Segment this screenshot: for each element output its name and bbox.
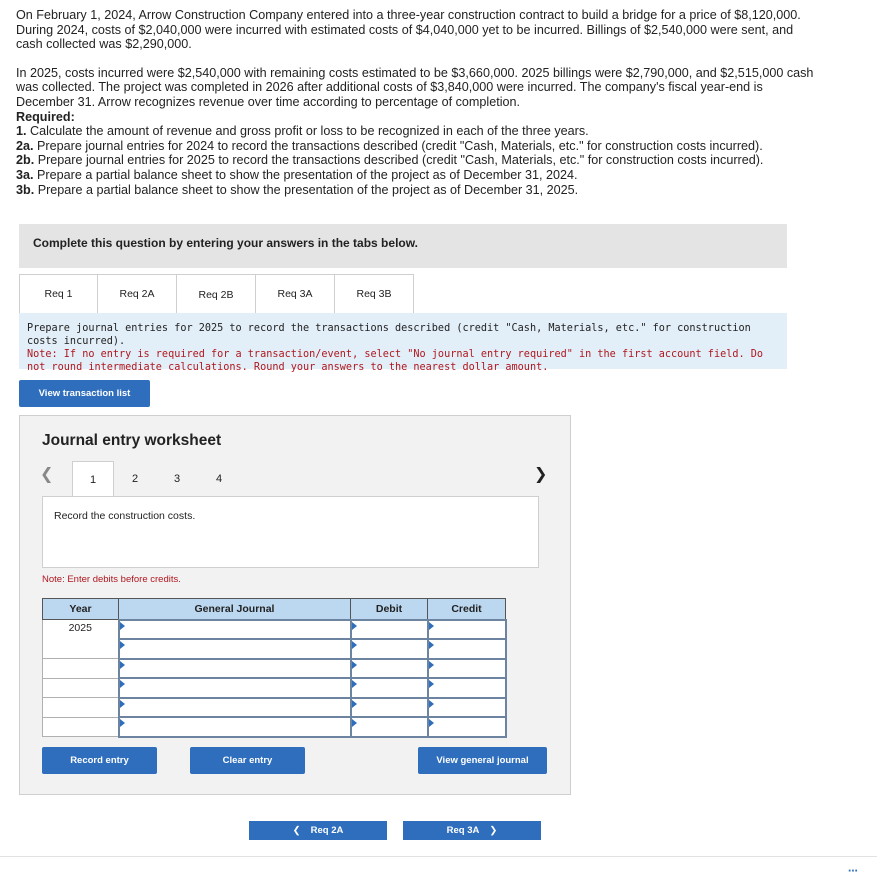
next-req-button[interactable] (403, 821, 541, 840)
worksheet-pager (72, 461, 240, 497)
problem-paragraph-2: In 2025, costs incurred were $2,540,000 with remaining costs estimated to be $3,660,000. 2025 billings were $2,790,000, and $2,515,000 cash was collected. The project was completed in 2026 after additional costs of $3,840,000 were incurred. The company's fiscal year-end is December 31. Arrow recognizes revenue over time according to percentage of completion. (16, 65, 814, 109)
debit-input[interactable] (351, 659, 428, 679)
table-row (43, 659, 506, 679)
record-entry-button[interactable]: Record entry (42, 747, 157, 774)
account-input[interactable] (119, 639, 351, 659)
tab-req-2a[interactable]: Req 2A (98, 274, 177, 314)
caret-right-icon (429, 680, 434, 688)
caret-right-icon (352, 661, 357, 669)
required-label: Required: (16, 109, 75, 124)
caret-right-icon (120, 700, 125, 708)
requirement-3b: 3b. Prepare a partial balance sheet to show the presentation of the project as of December 31, 2025. (16, 182, 579, 197)
view-general-journal-button[interactable]: View general journal (418, 747, 547, 774)
requirement-3a: 3a. Prepare a partial balance sheet to show the presentation of the project as of December 31, 2024. (16, 167, 578, 182)
caret-right-icon (120, 622, 125, 630)
credit-input[interactable] (428, 620, 506, 640)
tab-req-2b[interactable]: Req 2B (177, 274, 256, 315)
table-row (43, 717, 506, 737)
chevron-left-icon: ❮ (292, 825, 301, 836)
credit-input[interactable] (428, 639, 506, 659)
debit-input[interactable] (351, 639, 428, 659)
table-row (43, 620, 506, 640)
requirement-2b: 2b. Prepare journal entries for 2025 to record the transactions described (credit "Cash, Materials, etc." for construction costs incurred). (16, 153, 764, 168)
caret-right-icon (429, 622, 434, 630)
caret-right-icon (429, 719, 434, 727)
transaction-description-box (42, 496, 539, 568)
grid-menu-icon[interactable]: ⋯ (848, 866, 858, 877)
caret-right-icon (429, 700, 434, 708)
requirement-1: 1. Calculate the amount of revenue and gross profit or loss to be recognized in each of the three years. (16, 124, 589, 139)
caret-right-icon (352, 622, 357, 630)
caret-right-icon (352, 641, 357, 649)
account-input[interactable] (119, 678, 351, 698)
caret-right-icon (120, 719, 125, 727)
page-4[interactable]: 4 (215, 473, 223, 485)
page-3[interactable]: 3 (173, 473, 181, 485)
credit-input[interactable] (428, 717, 506, 737)
next-req-label: Req 3A (446, 825, 480, 836)
credit-input[interactable] (428, 678, 506, 698)
debit-input[interactable] (351, 717, 428, 737)
tab-req-3a[interactable]: Req 3A (256, 274, 335, 314)
year-cell: 2025 (43, 620, 119, 659)
problem-paragraph-1: On February 1, 2024, Arrow Construction Company entered into a three-year construction contract to build a bridge for a price of $8,120,000. During 2024, costs of $2,040,000 were incurred with estimated costs of $4,040,000 yet to be incurred. Billings of $2,540,000 were sent, and cash collected was $2,290,000. (16, 8, 801, 52)
account-input[interactable] (119, 620, 351, 640)
year-cell (43, 717, 119, 737)
requirement-2a: 2a. Prepare journal entries for 2024 to record the transactions described (credit "Cash, Materials, etc." for construction costs incurred). (16, 138, 763, 153)
caret-right-icon (429, 661, 434, 669)
caret-right-icon (120, 641, 125, 649)
bottom-divider (0, 856, 877, 857)
journal-table (42, 598, 507, 738)
instructions-panel (19, 313, 787, 373)
instructions-text: Prepare journal entries for 2025 to record the transactions described (credit "Cash, Materials, etc." for construction costs incurred). (27, 323, 751, 347)
column-header-debit: Debit (351, 599, 428, 620)
year-cell (43, 659, 119, 679)
view-transaction-list-button[interactable]: View transaction list (19, 380, 150, 407)
debit-input[interactable] (351, 698, 428, 718)
account-input[interactable] (119, 698, 351, 718)
caret-right-icon (352, 680, 357, 688)
requirement-tabs (19, 274, 414, 314)
problem-statement (16, 8, 816, 197)
column-header-year: Year (43, 599, 119, 620)
tab-req-3b[interactable]: Req 3B (335, 274, 414, 314)
table-row (43, 678, 506, 698)
tab-req-1[interactable]: Req 1 (19, 274, 98, 314)
debit-input[interactable] (351, 620, 428, 640)
debits-credits-note: Note: Enter debits before credits. (42, 574, 181, 585)
account-input[interactable] (119, 659, 351, 679)
page-2[interactable]: 2 (131, 473, 139, 485)
journal-entry-worksheet (19, 415, 571, 795)
prev-req-label: Req 2A (310, 825, 344, 836)
transaction-description: Record the construction costs. (54, 510, 196, 522)
credit-input[interactable] (428, 698, 506, 718)
credit-input[interactable] (428, 659, 506, 679)
worksheet-title: Journal entry worksheet (42, 432, 222, 449)
prev-req-button[interactable] (249, 821, 387, 840)
caret-right-icon (352, 719, 357, 727)
column-header-credit: Credit (428, 599, 506, 620)
column-header-general-journal: General Journal (119, 599, 351, 620)
year-cell (43, 698, 119, 718)
instructions-note: Note: If no entry is required for a transaction/event, select "No journal entry required" in the first account field. Do not round intermediate calculations. Round your answers to the nearest dollar amount. (27, 349, 764, 373)
clear-entry-button[interactable]: Clear entry (190, 747, 305, 774)
caret-right-icon (120, 661, 125, 669)
debit-input[interactable] (351, 678, 428, 698)
caret-right-icon (352, 700, 357, 708)
chevron-right-icon[interactable]: ❯ (534, 466, 548, 483)
table-row (43, 698, 506, 718)
chevron-right-icon: ❯ (489, 825, 498, 836)
year-cell (43, 678, 119, 698)
complete-question-bar: Complete this question by entering your answers in the tabs below. (19, 224, 787, 268)
caret-right-icon (120, 680, 125, 688)
chevron-left-icon[interactable]: ❮ (40, 466, 54, 483)
page-1[interactable]: 1 (72, 461, 114, 497)
account-input[interactable] (119, 717, 351, 737)
caret-right-icon (429, 641, 434, 649)
